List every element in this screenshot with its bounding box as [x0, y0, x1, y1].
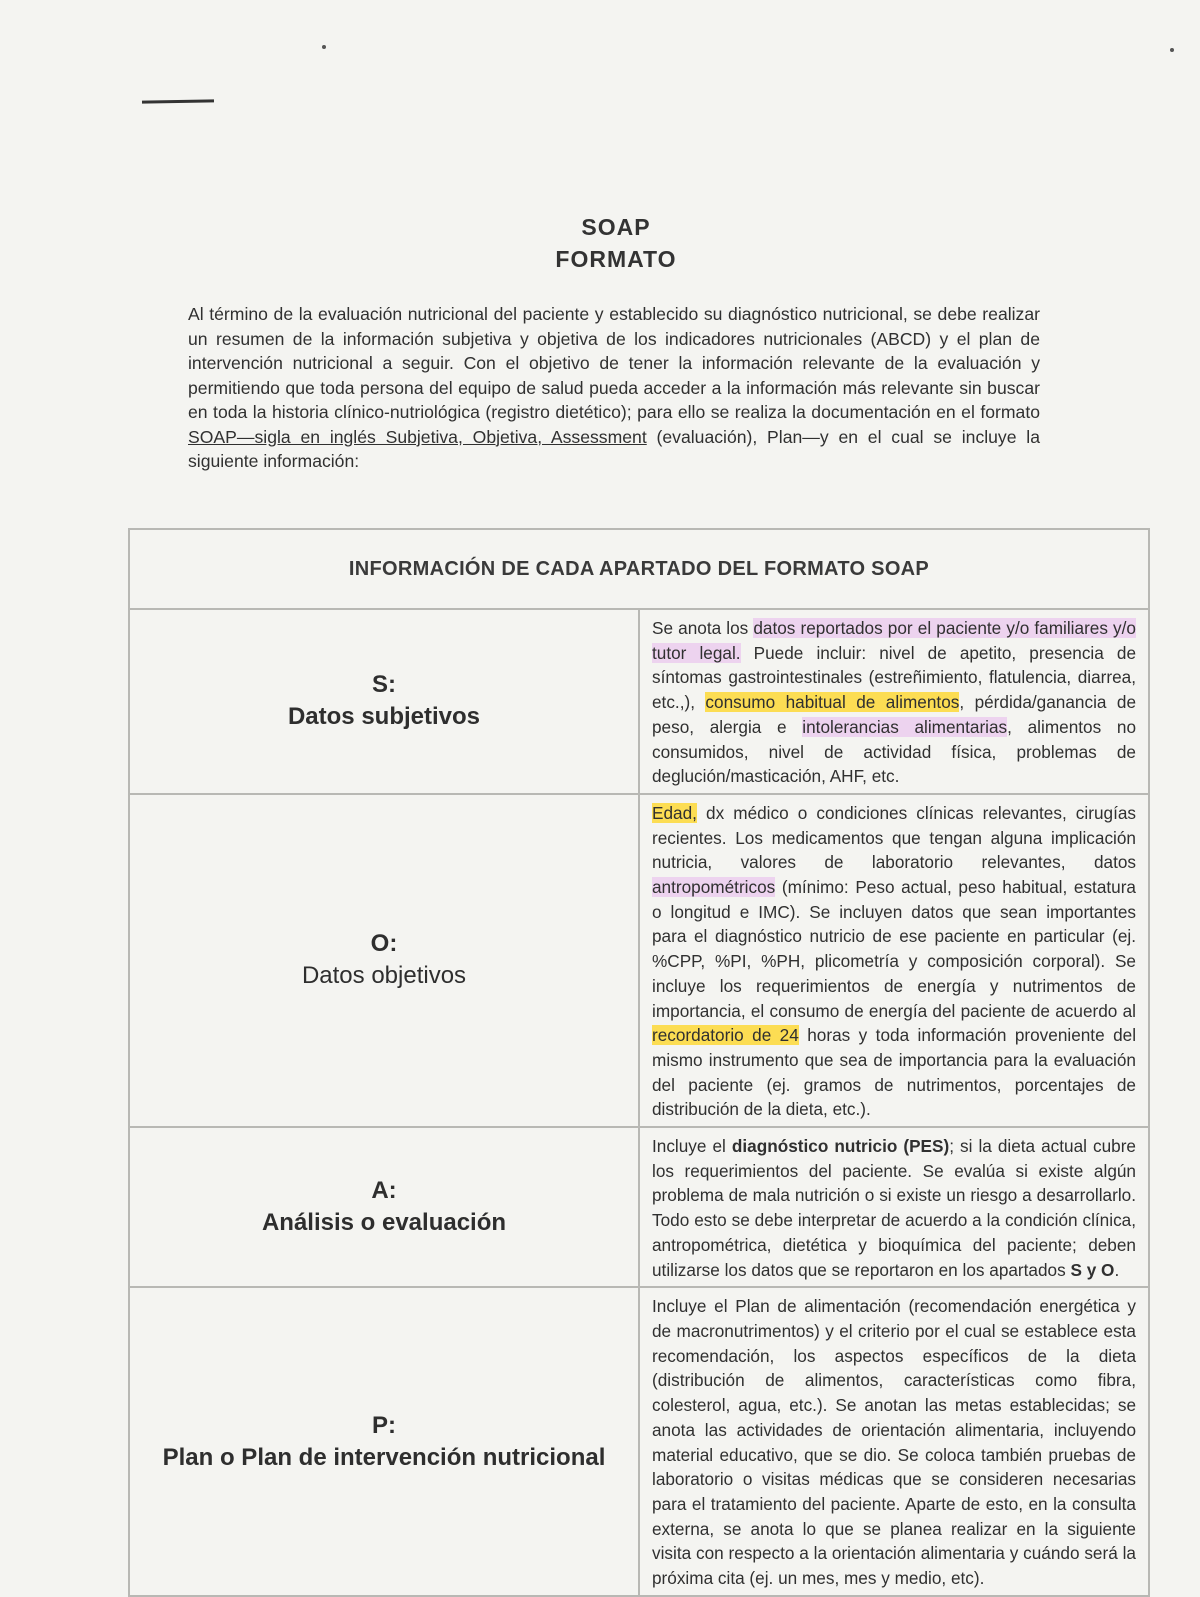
soap-table: [128, 528, 1150, 1597]
content-a: [639, 1127, 1149, 1287]
intro-underlined: SOAP—sigla en inglés Subjetiva, Objetiva, Assessment: [188, 426, 647, 447]
label-o-letter: O:: [370, 930, 398, 958]
o-highlight-1: Edad,: [652, 802, 697, 823]
o-highlight-2: antropométricos: [652, 877, 776, 898]
doc-title: SOAP: [581, 214, 651, 240]
table-header: INFORMACIÓN DE CADA APARTADO DEL FORMATO SOAP: [129, 529, 1149, 609]
row-s: [129, 609, 1149, 794]
label-a-letter: A:: [371, 1177, 397, 1205]
s-text-1: Se anota los: [652, 618, 754, 638]
s-highlight-1: datos reportados por el paciente y/o familiares y/o tutor legal.: [652, 618, 1136, 663]
intro-text-1: Al término de la evaluación nutricional del paciente y establecido su diagnóstico nutricional, se debe realizar un resumen de la información subjetiva y objetiva de los indicadores nutricionales (ABCD) y el plan de intervención nutricional a seguir. Con el objetivo de tener la información relevante de la evaluación y permitiendo que toda persona del equipo de salud pueda acceder a la información más relevante sin buscar en toda la historia clínico-nutriológica (registro dietético); para ello se realiza la documentación en el formato: [188, 304, 1040, 422]
row-p: [129, 1287, 1149, 1595]
o-text-3: horas y toda información proveniente del mismo instrumento que sea de importancia para la evaluación del paciente (ej. gramos de nutrimentos, porcentajes de distribución de la dieta, etc.).: [652, 1025, 1137, 1120]
doc-subtitle: FORMATO: [555, 246, 677, 272]
speck: [322, 45, 326, 49]
a-text-3: .: [1114, 1259, 1120, 1280]
content-o: [639, 794, 1149, 1127]
intro-text-2: (evaluación), Plan—y en el cual se incluye la siguiente información:: [188, 426, 1040, 471]
label-p-name: Plan o Plan de intervención nutricional: [162, 1443, 606, 1471]
p-text: Incluye el Plan de alimentación (recomendación energética y de macronutrimentos) y el criterio por el cual se establece esta recomendación, los aspectos específicos de la dieta (distribución de alimentos, características como fibra, colesterol, agua, etc.). Se anotan las metas establecidas; se anota las actividades de orientación alimentaria, incluyendo material educativo, que se dio. Se coloca también pruebas de laboratorio o visitas médicas que se consideren necesarias para el tratamiento del paciente. Aparte de esto, en la consulta externa, se anota lo que se planea realizar en la siguiente visita con respecto a la orientación alimentaria y cuándo será la próxima cita (ej. un mes, mes y medio, etc).: [652, 1296, 1136, 1589]
s-text-3: , pérdida/ganancia de peso, alergia e: [652, 692, 1136, 737]
content-p: [639, 1287, 1149, 1595]
label-s-letter: S:: [372, 671, 396, 699]
row-a: [129, 1127, 1149, 1287]
intro-paragraph: [188, 302, 1040, 474]
label-s: [129, 609, 639, 794]
a-text-1: Incluye el: [652, 1136, 732, 1157]
o-text-2: (mínimo: Peso actual, peso habitual, estatura o longitud e IMC). Se incluyen datos que sean importantes para el diagnóstico nutricio de ese paciente en particular (ej. %CPP, %PI, %PH, plicometría y composición corporal). Se incluye los requerimientos de energía y nutrimentos de importancia, el consumo de energía del paciente de acuerdo al: [652, 877, 1136, 1021]
a-bold-1: diagnóstico nutricio (PES): [731, 1136, 950, 1157]
label-o-name: Datos objetivos: [301, 962, 467, 990]
a-text-2: ; si la dieta actual cubre los requerimientos del paciente. Se evalúa si existe algún problema de mala nutrición o si existe un riesgo a desarrollarlo. Todo esto se debe interpretar de acuerdo a la condición clínica, antropométrica, dietética y bioquímica del paciente; deben utilizarse los datos que se reportaron en los apartados: [652, 1136, 1136, 1280]
o-highlight-3: recordatorio de 24: [652, 1025, 799, 1046]
table-header-row: [129, 529, 1149, 609]
label-p: [129, 1287, 639, 1595]
label-a: [129, 1127, 639, 1287]
speck: [1170, 48, 1174, 52]
a-bold-2: S y O: [1070, 1259, 1115, 1280]
s-highlight-2: consumo habitual de alimentos: [705, 692, 960, 713]
label-s-name: Datos subjetivos: [287, 703, 481, 731]
s-text-2: Puede incluir: nivel de apetito, presencia de síntomas gastrointestinales (estreñimiento, flatulencia, diarrea, etc.,),: [652, 642, 1137, 713]
label-o: [129, 794, 639, 1127]
content-s: [639, 609, 1149, 794]
s-text-4: , alimentos no consumidos, nivel de actividad física, problemas de deglución/masticación, AHF, etc.: [652, 716, 1136, 787]
pen-mark: [142, 99, 214, 103]
label-a-name: Análisis o evaluación: [261, 1209, 507, 1237]
label-p-letter: P:: [372, 1411, 396, 1439]
o-text-1: dx médico o condiciones clínicas relevantes, cirugías recientes. Los medicamentos que tengan alguna implicación nutricia, valores de laboratorio relevantes, datos: [652, 802, 1136, 873]
row-o: [129, 794, 1149, 1127]
s-highlight-3: intolerancias alimentarias: [802, 716, 1008, 737]
